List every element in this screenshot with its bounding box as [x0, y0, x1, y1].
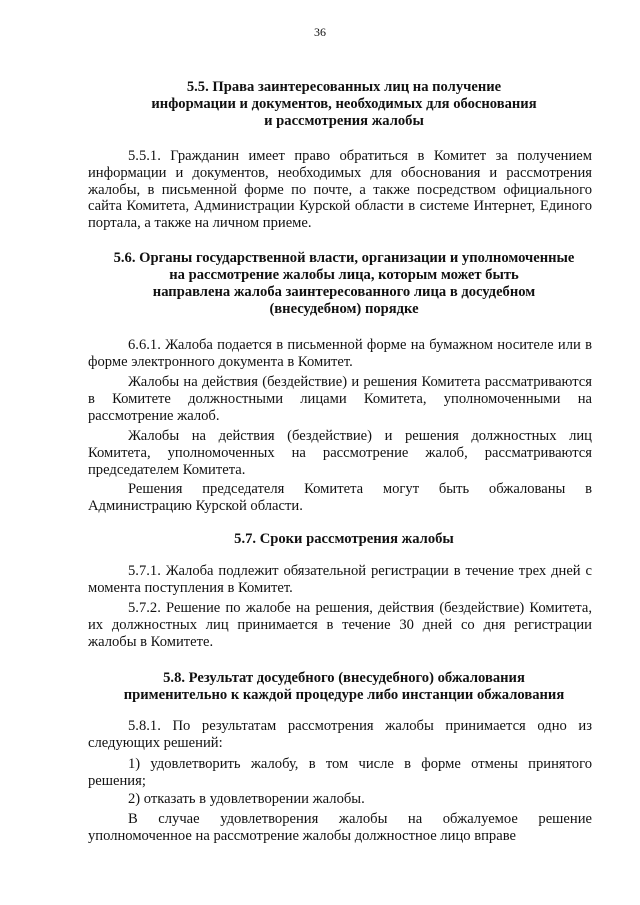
heading-line: направлена жалоба заинтересованного лица в досудебном	[152, 284, 536, 300]
section-5-5-heading	[84, 79, 604, 130]
paragraph-5-7-2: 5.7.2. Решение по жалобе на решения, действия (бездействие) Комитета, их должностных лиц принимается в течение 30 дней со дня регистрации жалобы в Комитете.	[88, 600, 592, 650]
heading-line: информации и документов, необходимых для обоснования	[151, 96, 537, 112]
paragraph-5-7-1: 5.7.1. Жалоба подлежит обязательной регистрации в течение трех дней с момента поступления в Комитет.	[88, 563, 592, 596]
heading-line: на рассмотрение жалобы лица, которым может быть	[169, 267, 519, 283]
list-item-1: 1) удовлетворить жалобу, в том числе в форме отмены принятого решения;	[88, 756, 592, 789]
paragraph-6-6-1: 6.6.1. Жалоба подается в письменной форме на бумажном носителе или в форме электронного документа в Комитет.	[88, 337, 592, 370]
paragraph-satisfaction: В случае удовлетворения жалобы на обжалуемое решение уполномоченное на рассмотрение жалобы должностное лицо вправе	[88, 811, 592, 844]
paragraph-complaints-officials: Жалобы на действия (бездействие) и решения должностных лиц Комитета, уполномоченных на рассмотрение жалоб, рассматриваются председателем Комитета.	[88, 428, 592, 478]
paragraph-chairman-decisions: Решения председателя Комитета могут быть обжалованы в Администрацию Курской области.	[88, 481, 592, 514]
page-number: 36	[314, 25, 326, 39]
list-item-2: 2) отказать в удовлетворении жалобы.	[128, 791, 365, 807]
section-5-6-heading	[84, 250, 604, 318]
heading-line: 5.8. Результат досудебного (внесудебного) обжалования	[163, 670, 525, 686]
heading-line: и рассмотрения жалобы	[264, 113, 424, 129]
section-5-8-heading	[84, 670, 604, 704]
section-5-7-heading	[84, 531, 604, 548]
paragraph-complaints-committee: Жалобы на действия (бездействие) и решения Комитета рассматриваются в Комитете должностными лицами Комитета, уполномоченными на рассмотрение жалоб.	[88, 374, 592, 424]
paragraph-5-5-1: 5.5.1. Гражданин имеет право обратиться в Комитет за получением информации и документов, необходимых для обоснования и рассмотрения жалобы, в письменной форме по почте, а также посредством официального сайта Комитета, Администрации Курской области в системе Интернет, Единого портала, а также на личном приеме.	[88, 148, 592, 232]
heading-line: (внесудебном) порядке	[269, 301, 419, 317]
heading-line: 5.5. Права заинтересованных лиц на получение	[186, 79, 502, 95]
heading-line: 5.6. Органы государственной власти, организации и уполномоченные	[113, 250, 575, 266]
heading-line: применительно к каждой процедуре либо инстанции обжалования	[123, 687, 565, 703]
paragraph-5-8-1: 5.8.1. По результатам рассмотрения жалобы принимается одно из следующих решений:	[88, 718, 592, 751]
heading-line: 5.7. Сроки рассмотрения жалобы	[234, 531, 454, 547]
